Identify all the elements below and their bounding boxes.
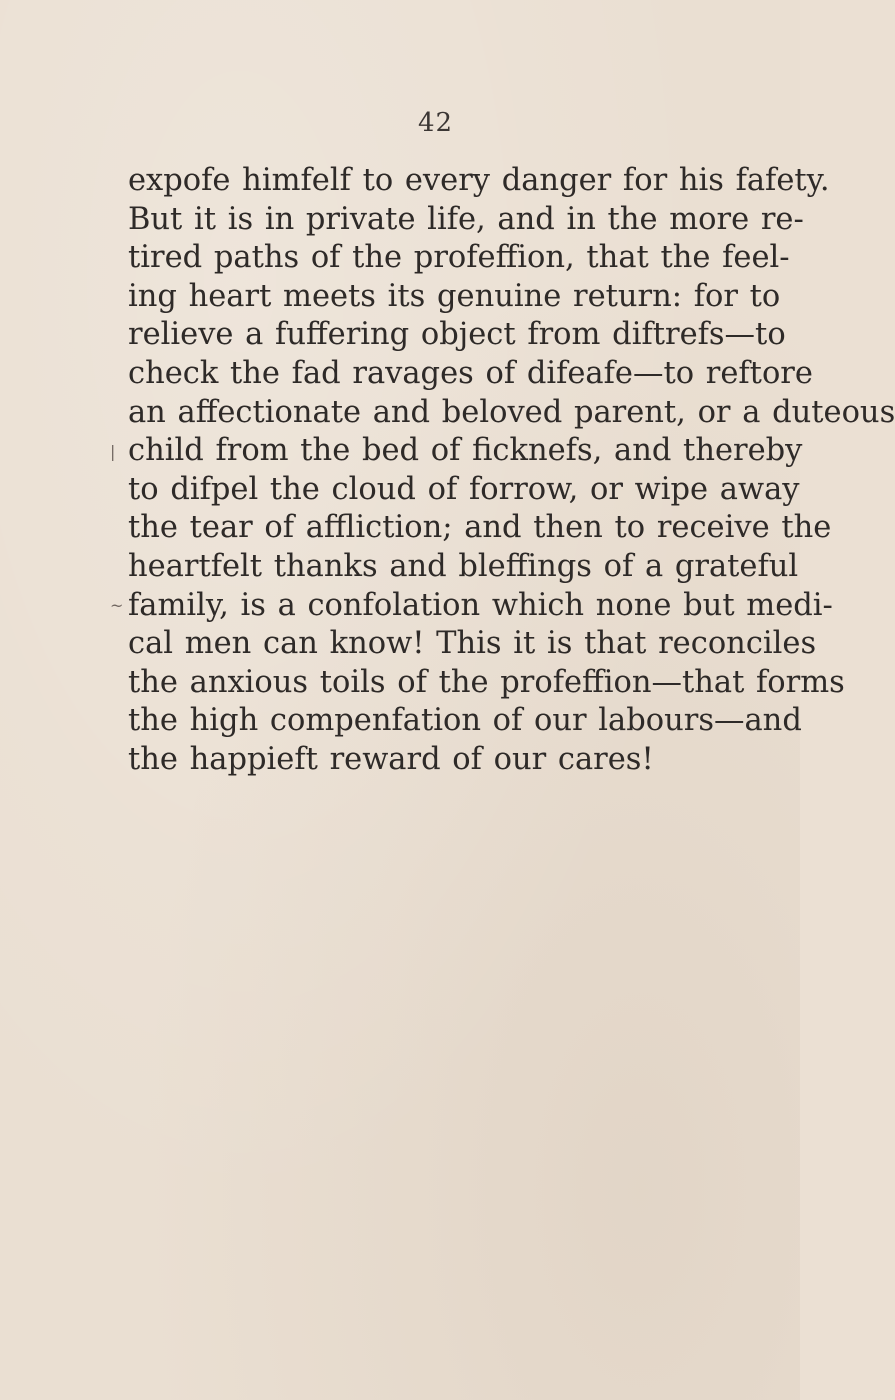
margin-speck: | bbox=[110, 442, 116, 461]
text-line-10: the tear of affliction; and then to receive the bbox=[128, 510, 832, 546]
text-line-1: expofe himfelf to every danger for his fafety. bbox=[128, 163, 830, 198]
text-line-14: the anxious toils of the profeffion—that forms bbox=[128, 664, 845, 700]
text-line-5: relieve a fuffering object from diftrefs—to bbox=[128, 317, 786, 353]
text-line-2: But it is in private life, and in the more re- bbox=[128, 201, 804, 237]
body-text bbox=[128, 162, 895, 780]
text-line-9: to difpel the cloud of forrow, or wipe away bbox=[128, 471, 800, 507]
text-line-7: an affectionate and beloved parent, or a duteous bbox=[128, 394, 895, 430]
text-line-4: ing heart meets its genuine return: for to bbox=[128, 278, 781, 314]
text-line-15: the high compenfation of our labours—and bbox=[128, 703, 802, 739]
page-number: 42 bbox=[418, 108, 454, 138]
text-line-8: child from the bed of ficknefs, and thereby bbox=[128, 433, 803, 469]
margin-speck: ~ bbox=[110, 596, 124, 615]
text-line-16: the happieft reward of our cares! bbox=[128, 741, 654, 777]
text-line-13: cal men can know! This it is that reconciles bbox=[128, 626, 817, 662]
text-line-6: check the fad ravages of difeafe—to reftore bbox=[128, 355, 813, 391]
text-line-11: heartfelt thanks and bleffings of a grateful bbox=[128, 548, 799, 584]
text-line-12: family, is a confolation which none but medi- bbox=[128, 587, 833, 623]
text-line-3: tired paths of the profeffion, that the feel- bbox=[128, 240, 790, 276]
